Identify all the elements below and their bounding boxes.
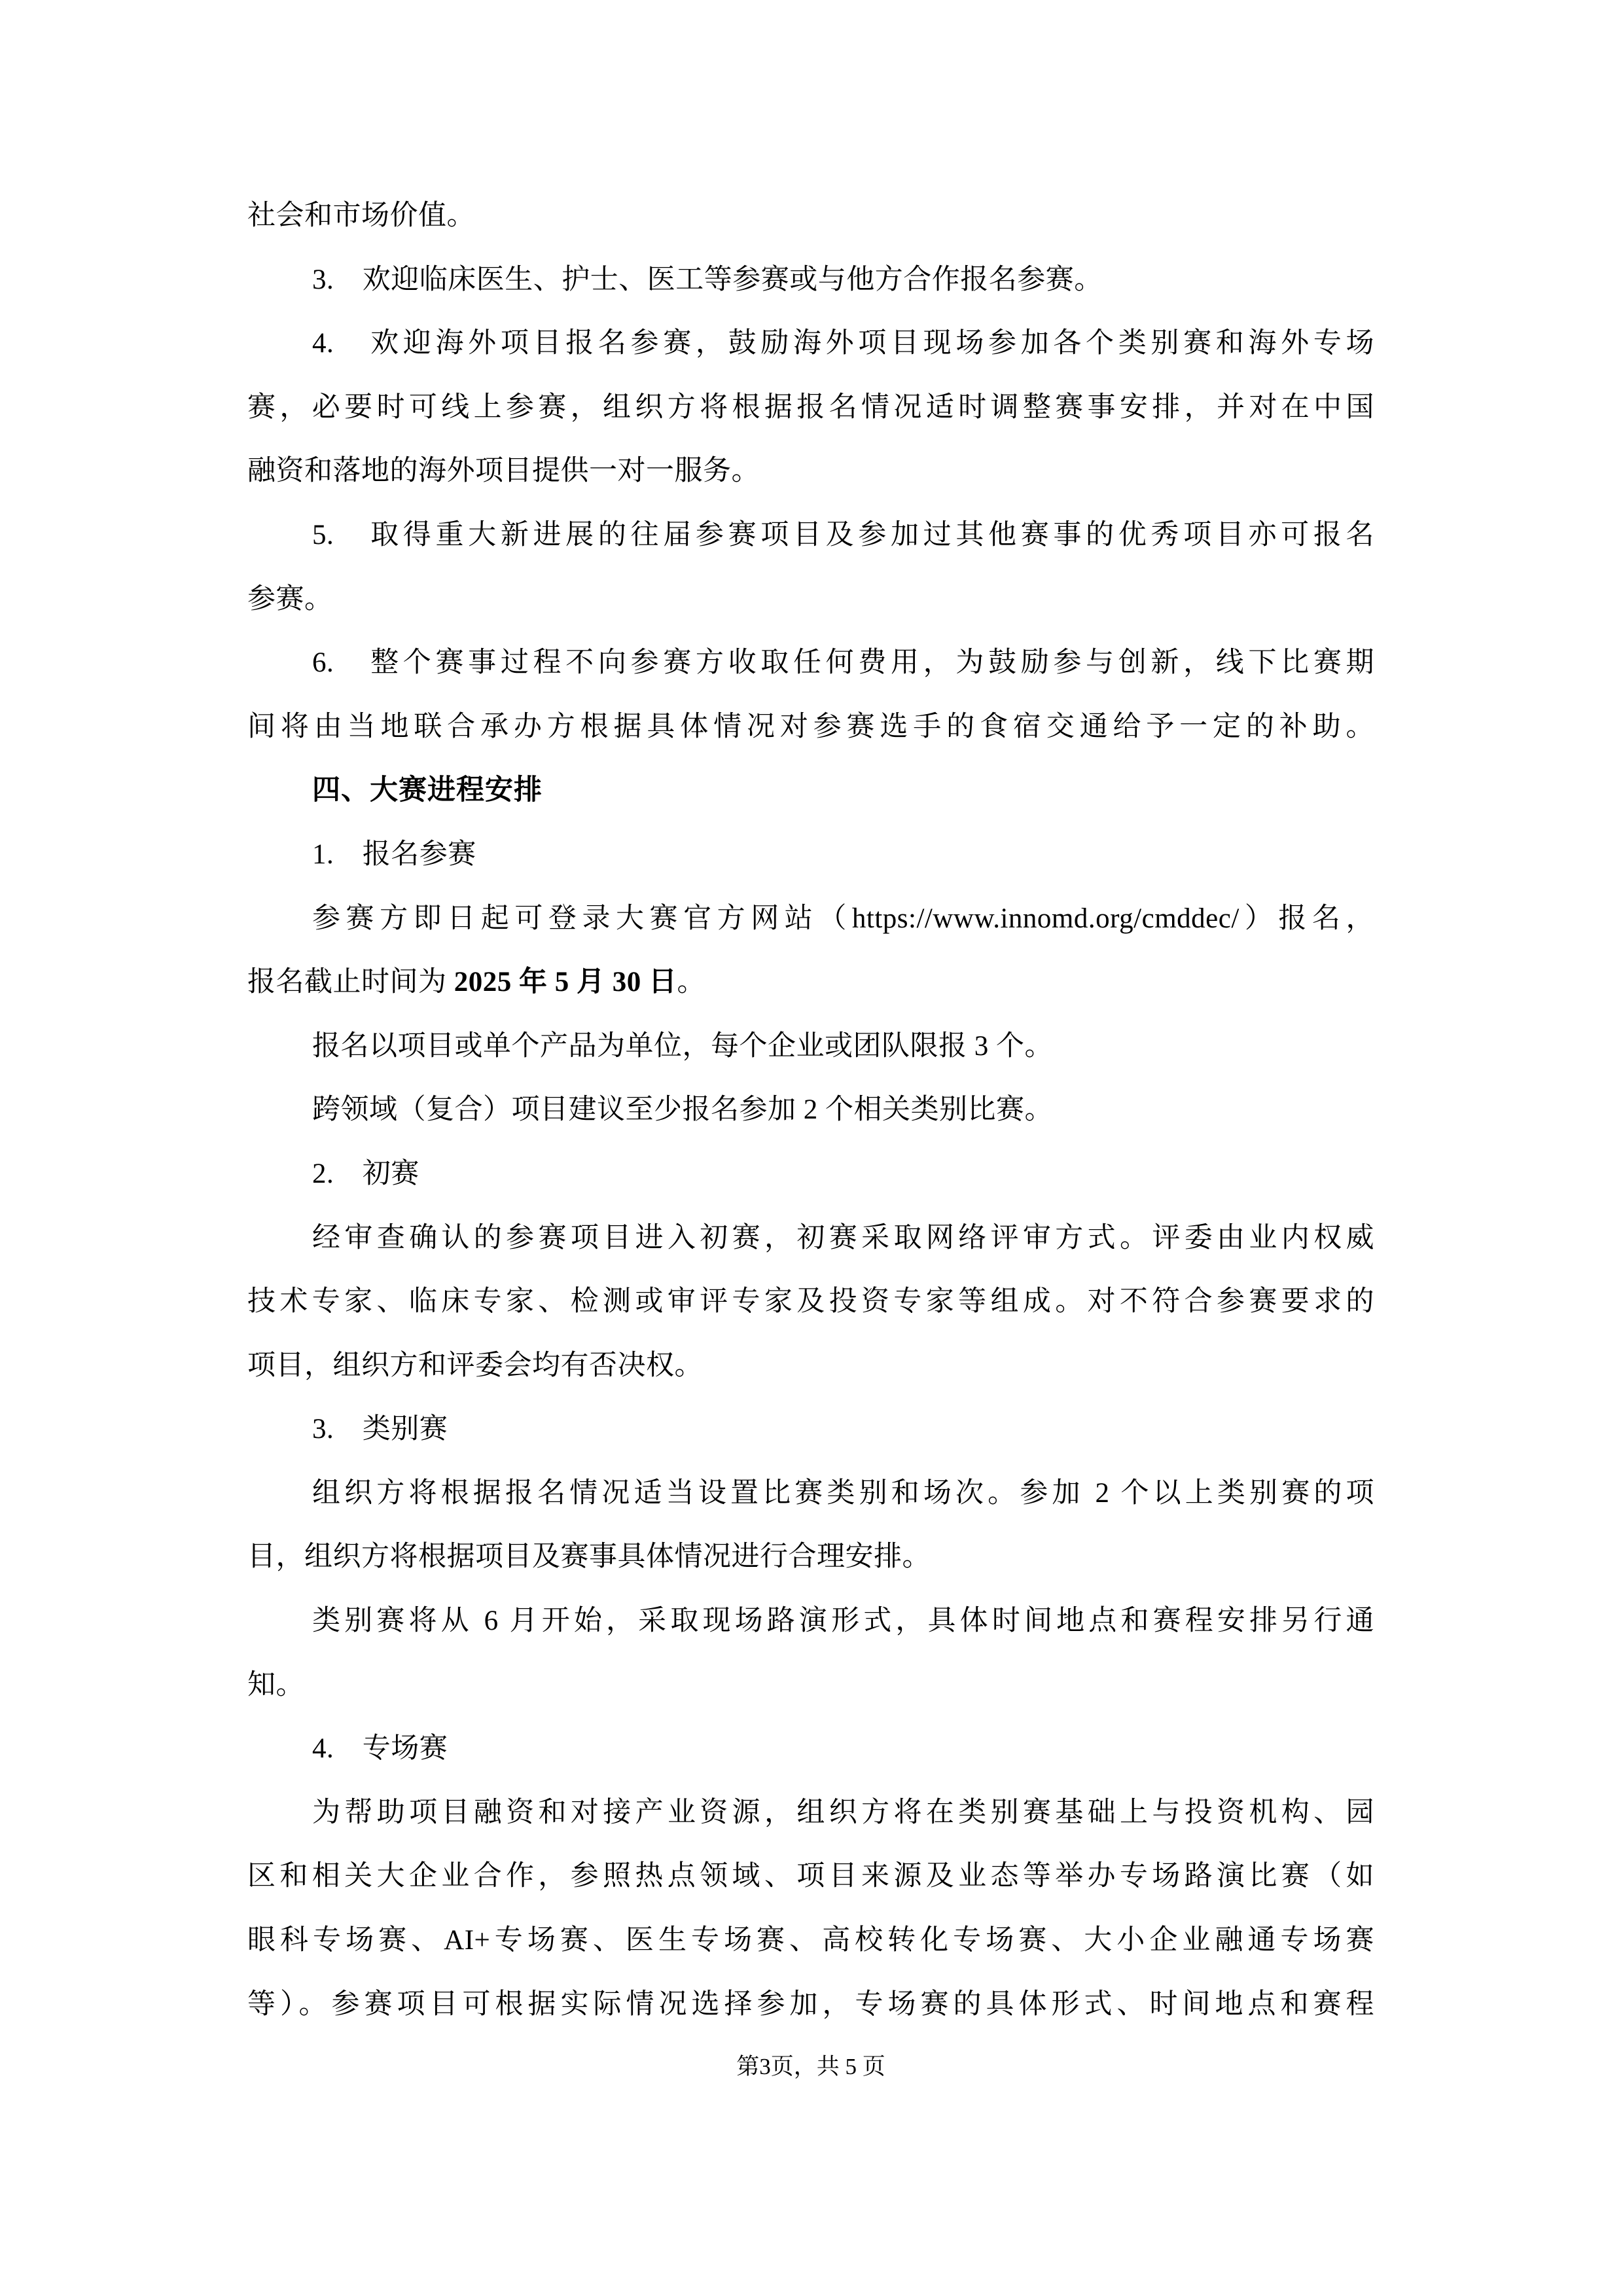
body-text-line: 跨领域（复合）项目建议至少报名参加 2 个相关类别比赛。: [312, 1094, 1053, 1126]
sub-item-4-special: 4. 专场赛: [312, 1733, 448, 1765]
body-text-line: 社会和市场价值。: [247, 200, 475, 231]
sub-item-2-preliminary: 2. 初赛: [312, 1158, 419, 1189]
body-text-line: 间将由当地联合承办方根据具体情况对参赛选手的食宿交通给予一定的补助。: [247, 711, 1374, 742]
body-text-line: 目，组织方将根据项目及赛事具体情况进行合理安排。: [247, 1541, 931, 1573]
body-text-line: 报名以项目或单个产品为单位，每个企业或团队限报 3 个。: [312, 1030, 1053, 1062]
deadline-line: [247, 950, 1374, 1014]
document-body: [247, 184, 1374, 2036]
deadline-date: 2025 年 5 月 30 日: [454, 967, 677, 998]
body-text-line: 赛，必要时可线上参赛，组织方将根据报名情况适时调整赛事安排，并对在中国: [247, 391, 1374, 423]
deadline-suffix: 。: [677, 967, 705, 998]
body-text-line: 区和相关大企业合作，参照热点领域、项目来源及业态等举办专场路演比赛（如: [247, 1861, 1374, 1892]
body-text-line: 知。: [247, 1669, 304, 1700]
sub-item-3-category: 3. 类别赛: [312, 1414, 448, 1445]
sub-item-1-signup: 1. 报名参赛: [312, 838, 476, 870]
body-text-line: 经审查确认的参赛项目进入初赛，初赛采取网络评审方式。评委由业内权威: [312, 1222, 1374, 1253]
section-heading: 四、大赛进程安排: [312, 774, 543, 806]
page-footer: 第3页，共 5 页: [736, 2054, 885, 2079]
body-text-line: 等）。参赛项目可根据实际情况选择参加，专场赛的具体形式、时间地点和赛程: [247, 1988, 1374, 2020]
body-text-line: 参赛。: [247, 583, 333, 615]
body-text-line: 眼科专场赛、AI+专场赛、医生专场赛、高校转化专场赛、大小企业融通专场赛: [247, 1925, 1374, 1956]
list-item-6: 6. 整个赛事过程不向参赛方收取任何费用，为鼓励参与创新，线下比赛期: [312, 647, 1374, 679]
deadline-prefix: 报名截止时间为: [247, 967, 454, 998]
list-item-4: 4. 欢迎海外项目报名参赛，鼓励海外项目现场参加各个类别赛和海外专场: [312, 328, 1374, 359]
body-text-line: 项目，组织方和评委会均有否决权。: [247, 1350, 703, 1381]
body-text-line: 为帮助项目融资和对接产业资源，组织方将在类别赛基础上与投资机构、园: [312, 1797, 1374, 1828]
body-text-line: 类别赛将从 6 月开始，采取现场路演形式，具体时间地点和赛程安排另行通: [312, 1605, 1374, 1637]
body-text-line: 融资和落地的海外项目提供一对一服务。: [247, 456, 760, 487]
list-item-5: 5. 取得重大新进展的往届参赛项目及参加过其他赛事的优秀项目亦可报名: [312, 519, 1374, 550]
body-text-line: 组织方将根据报名情况适当设置比赛类别和场次。参加 2 个以上类别赛的项: [312, 1477, 1374, 1509]
body-text-line-with-url: 参赛方即日起可登录大赛官方网站（https://www.innomd.org/cmddec/）报名，: [312, 903, 1374, 934]
body-text-line: 技术专家、临床专家、检测或审评专家及投资专家等组成。对不符合参赛要求的: [247, 1286, 1374, 1318]
list-item-3: 3. 欢迎临床医生、护士、医工等参赛或与他方合作报名参赛。: [312, 264, 1103, 295]
